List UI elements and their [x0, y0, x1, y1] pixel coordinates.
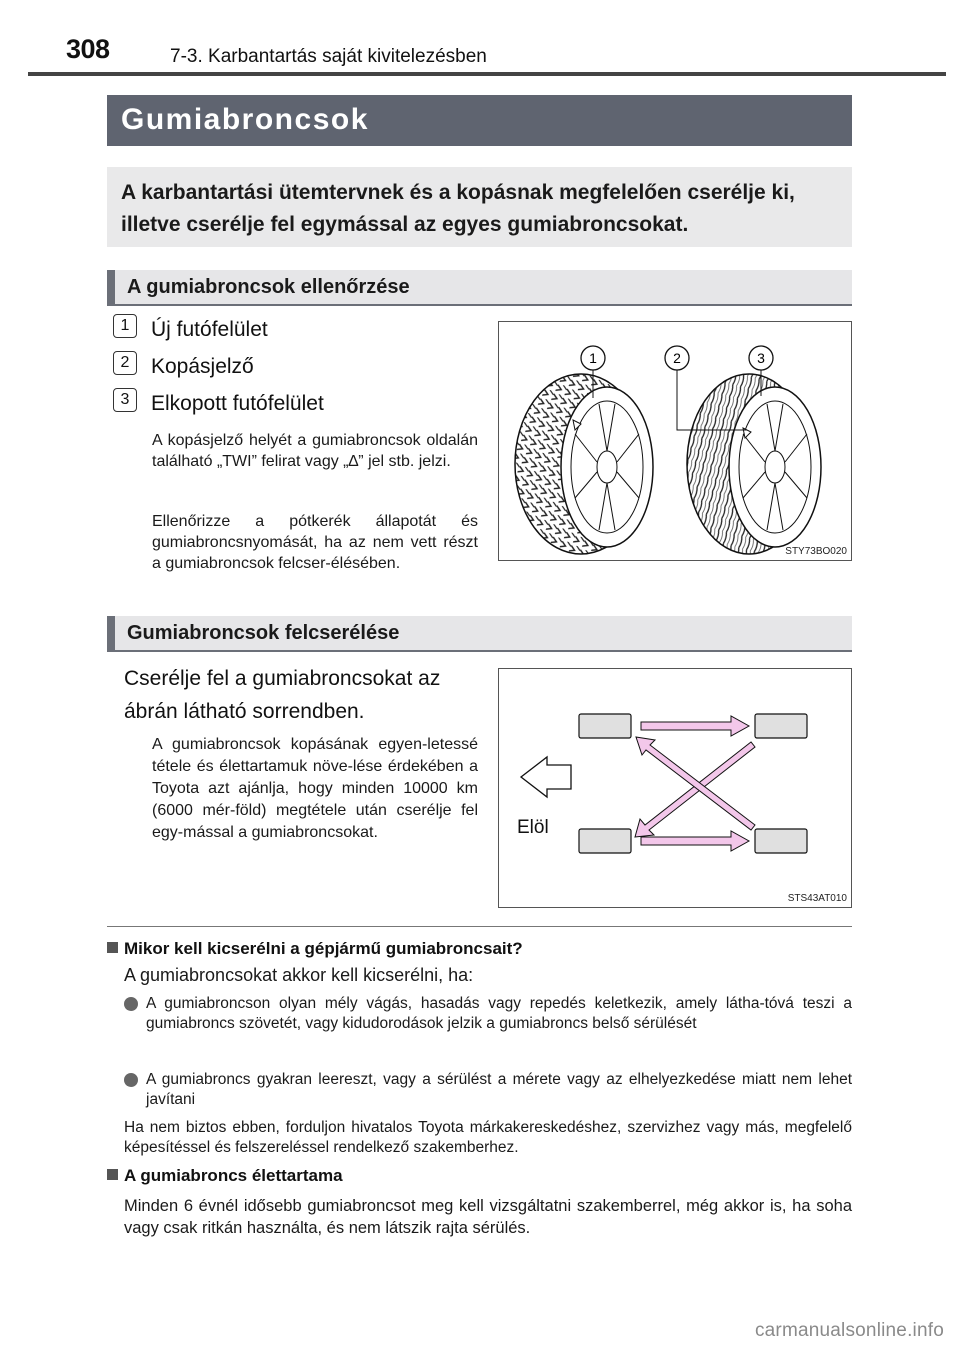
intro-box: A karbantartási ütemtervnek és a kopásnak megfelelően cserélje ki, illetve cserélje fel egymással az egyes gumiabroncsokat.	[107, 167, 852, 247]
note-spare-tire: Ellenőrizze a pótkerék állapotát és gumiabroncsnyomását, ha az nem vett részt a gumiabroncsok felcser-élésében.	[152, 513, 478, 572]
note-wear-indicator: A kopásjelző helyét a gumiabroncsok oldalán található „TWI” felirat vagy „∆” jel stb. jelzi.	[152, 432, 478, 470]
rotation-figure	[498, 668, 852, 908]
tire-rear-right	[755, 829, 807, 853]
list-item	[113, 317, 268, 344]
subheading-lifetime	[107, 1166, 343, 1186]
list-item	[124, 1070, 852, 1110]
front-label: Elöl	[517, 817, 549, 838]
list-item	[113, 354, 254, 381]
when-replace-closing: Ha nem biztos ebben, forduljon hivatalos Toyota márkakereskedéshez, szervizhez vagy más, megfelelő képesítéssel és felszereléssel rendelkező szakemberhez.	[124, 1119, 852, 1156]
item-label: Kopásjelző	[151, 355, 254, 378]
arrow-front-lr	[641, 716, 749, 736]
arrow-rear-lr	[641, 831, 749, 851]
list-item	[113, 391, 324, 418]
tire-front-right	[755, 714, 807, 738]
watermark: carmanualsonline.info	[754, 1320, 944, 1341]
svg-text:2: 2	[673, 350, 681, 366]
arrow-diag-2	[636, 737, 755, 830]
svg-text:3: 3	[757, 350, 765, 366]
bullet-dot-icon	[124, 1073, 138, 1087]
lifetime-text: Minden 6 évnél idősebb gumiabroncsot meg kell vizsgáltatni szakemberrel, még akkor is, ha soha vagy csak ritkán használta, és nem látszik rajta sérülés.	[124, 1197, 852, 1237]
square-bullet-icon	[107, 1169, 118, 1180]
arrow-diag-1	[635, 742, 755, 837]
item-number: 2	[113, 351, 137, 375]
page-title: Gumiabroncsok	[121, 103, 369, 136]
new-tire-graphic	[515, 374, 653, 554]
subheading-when-replace-label: Mikor kell kicserélni a gépjármű gumiabroncsait?	[124, 939, 523, 958]
tire-wear-figure	[498, 321, 852, 561]
worn-tire-graphic	[687, 374, 821, 554]
item-label: Elkopott futófelület	[151, 392, 324, 415]
section-heading-check	[107, 270, 852, 306]
bullet-text: A gumiabroncson olyan mély vágás, hasadás vagy repedés keletkezik, amely látha-tóvá teszi a gumiabroncs szövetét, vagy kidudorodások jelzik a gumiabroncs belső sérülését	[146, 995, 852, 1032]
header-rule	[28, 72, 946, 76]
chapter-title: 7-3. Karbantartás saját kivitelezésben	[170, 46, 487, 67]
rotation-diagram	[499, 669, 853, 909]
section-heading-check-label: A gumiabroncsok ellenőrzése	[127, 276, 410, 298]
front-direction-arrow	[521, 757, 571, 797]
bullet-text: A gumiabroncs gyakran leereszt, vagy a sérülést a mérete vagy az elhelyezkedése miatt nem lehet javítani	[146, 1071, 852, 1108]
page-number: 308	[66, 34, 110, 64]
title-bar	[107, 95, 852, 146]
item-number: 1	[113, 314, 137, 338]
divider	[107, 926, 852, 927]
item-number: 3	[113, 388, 137, 412]
figure-code: STS43AT010	[787, 893, 847, 904]
subheading-when-replace	[107, 939, 523, 959]
figure-code: STY73BO020	[785, 546, 847, 557]
square-bullet-icon	[107, 942, 118, 953]
rotation-instruction: Cserélje fel a gumiabroncsokat az ábrán látható sorrendben.	[124, 667, 441, 723]
list-item	[124, 994, 852, 1034]
tire-rear-left	[579, 829, 631, 853]
section-heading-rotate	[107, 616, 852, 652]
tire-illustration	[499, 322, 853, 562]
when-replace-lead: A gumiabroncsokat akkor kell kicserélni, ha:	[124, 965, 474, 985]
subheading-lifetime-label: A gumiabroncs élettartama	[124, 1166, 343, 1185]
bullet-dot-icon	[124, 997, 138, 1011]
item-label: Új futófelület	[151, 318, 268, 341]
section-heading-rotate-label: Gumiabroncsok felcserélése	[127, 622, 400, 644]
tire-front-left	[579, 714, 631, 738]
rotation-note: A gumiabroncsok kopásának egyen-letessé tétele és élettartamuk növe-lése érdekében a Toyota azt ajánlja, hogy minden 10000 km (6000 mér-föld) megtétele után cserélje fel egy-mással a gumiabroncsokat.	[152, 736, 478, 841]
svg-text:1: 1	[589, 350, 597, 366]
